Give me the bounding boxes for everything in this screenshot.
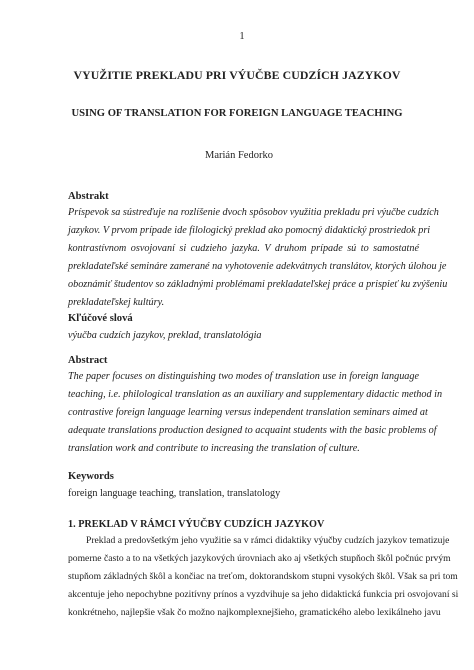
section-line: stupňom základných škôl a končiac na treťom, doktorandskom stupni vysokých škôl. Však sa pri tom [68,571,458,582]
abstrakt-heading: Abstrakt [68,191,109,202]
abstract-line: teaching, i.e. philological translation as an auxiliary and supplementary didactic method in [68,389,443,400]
klucove-slova-text: výučba cudzích jazykov, preklad, translatológia [68,330,262,341]
section-heading: 1. PREKLAD V RÁMCI VÝUČBY CUDZÍCH JAZYKOV [68,519,325,530]
keywords-text: foreign language teaching, translation, translatology [68,488,281,499]
abstrakt-line: prekladateľskej kultúry. [68,297,165,308]
abstract-line: translation work and contribute to increasing the translation of culture. [68,443,360,454]
paper-subtitle: USING OF TRANSLATION FOR FOREIGN LANGUAGE TEACHING [71,108,403,119]
page-number: 1 [239,31,245,42]
abstrakt-line: jazykov. V prvom prípade ide filologický preklad ako pomocný didaktický prostriedok pri [68,225,431,236]
abstract-line: The paper focuses on distinguishing two modes of translation use in foreign language [68,371,419,382]
paper-title: VYUŽITIE PREKLADU PRI VÝUČBE CUDZÍCH JAZYKOV [73,68,401,82]
keywords-heading: Keywords [68,471,114,482]
section-line: Preklad a predovšetkým jeho využitie sa v rámci didaktiky výučby cudzích jazykov tematizuje [86,535,450,546]
abstract-body [68,368,443,458]
abstract-line: adequate translations production designed to acquaint students with the basic problems of [68,425,437,436]
abstrakt-line: Príspevok sa sústreďuje na rozlíšenie dvoch spôsobov využitia prekladu pri výučbe cudzích [68,207,439,218]
author-name: Marián Fedorko [205,150,273,161]
section-line: pomerne často a to na všetkých jazykových úrovniach ako aj všetkých stupňoch škôl počnúc prvým [68,553,451,564]
abstrakt-line: oboznámiť študentov so základnými problémami prekladateľskej práce a prispieť ku zvýšeniu [68,279,448,290]
abstrakt-line: prekladateľské semináre zamerané na vyhotovenie adekvátnych translátov, ktorých úlohou je [68,261,447,272]
abstract-heading: Abstract [68,355,108,366]
abstrakt-body [68,204,448,312]
section-line: konkrétneho, najlepšie však čo možno najkomplexnejšieho, gramatického alebo lexikálneho javu [68,607,441,618]
section-body [68,532,459,622]
abstrakt-line: kontrastívnom osvojovaní si cudzieho jazyka. V druhom prípade sú to samostatné [68,243,419,254]
section-line: akcentuje jeho nepochybne pozitívny prínos a vyzdvihuje sa jeho didaktická funkcia pri osvojovaní si [68,589,459,600]
abstract-line: contrastive foreign language learning versus independent translation seminars aimed at [68,407,428,418]
klucove-slova-heading: Kľúčové slová [68,313,133,324]
